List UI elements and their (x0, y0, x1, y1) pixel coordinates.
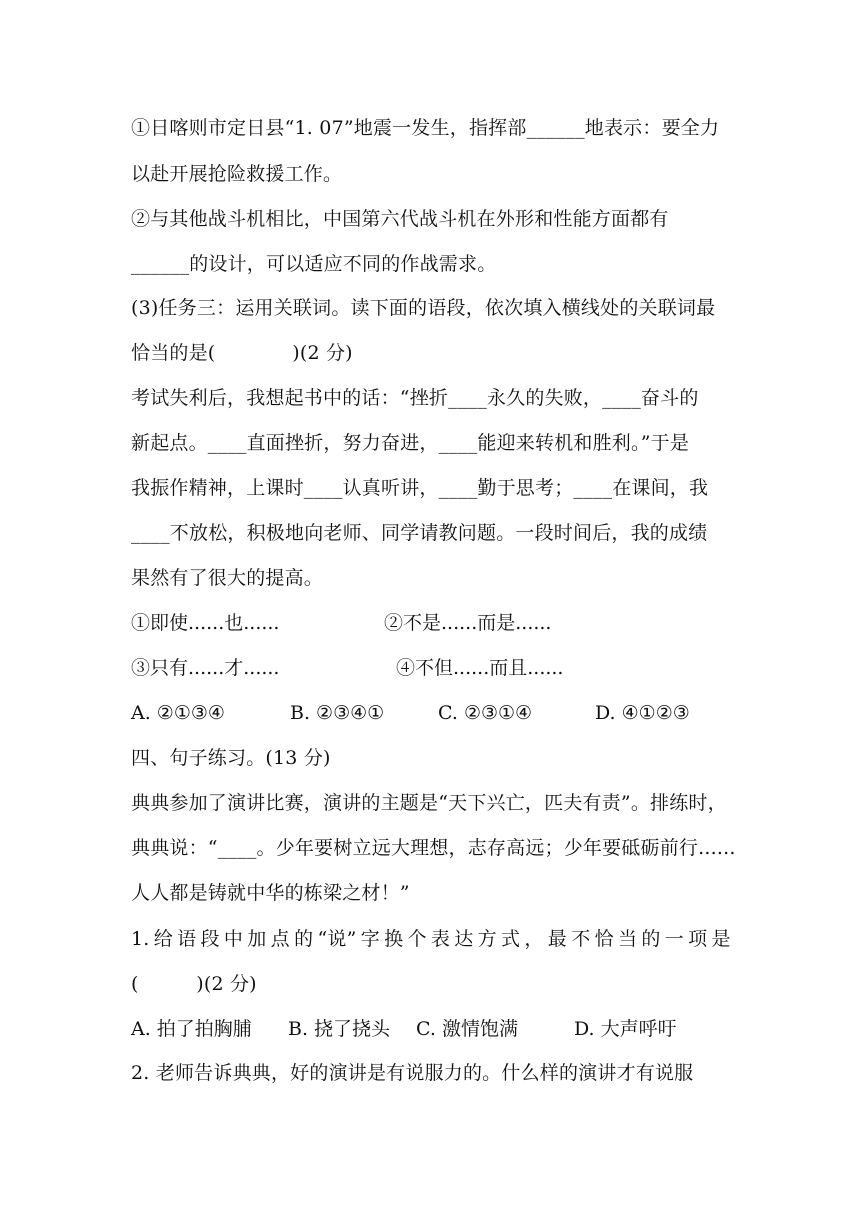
q1-char: 点 (270, 928, 290, 950)
q1-option-a: A. 拍了拍胸脯 (131, 1018, 252, 1040)
conjunction-option-2: ②不是......而是...... (384, 612, 552, 634)
section-4-line-2: 典典说：“____。少年要树立远大理想，志存高远；少年要砥砺前行...... (131, 837, 736, 859)
q1-char: 换 (384, 928, 404, 950)
q1-char: 1. (131, 928, 150, 950)
q1-char: 方 (477, 928, 497, 950)
choice-c: C. ②③①④ (438, 702, 533, 724)
conjunction-option-3: ③只有......才...... (131, 657, 280, 679)
q1-char: 表 (430, 928, 451, 950)
q1-char: “说” (317, 928, 357, 950)
passage-line-3: 我振作精神，上课时____认真听讲，____勤于思考；____在课间，我 (131, 477, 709, 499)
q1-char: 字 (360, 928, 380, 950)
text-line-4: ______的设计，可以适应不同的作战需求。 (131, 253, 497, 275)
q1-char: 中 (223, 928, 244, 950)
text-line-1: ①日喀则市定日县“1. 07”地震一发生，指挥部______地表示：要全力 (131, 117, 720, 139)
q1-char: 恰 (594, 928, 614, 950)
question-1-line-1 (131, 927, 731, 951)
choice-b: B. ②③④① (290, 702, 385, 724)
q1-char: 加 (247, 928, 267, 950)
q1-option-d: D. 大声呼吁 (574, 1018, 677, 1040)
choice-d: D. ④①②③ (595, 702, 690, 724)
q1-char: 的 (641, 928, 661, 950)
q1-char: 项 (688, 928, 708, 950)
q1-char: 当 (617, 928, 638, 950)
passage-line-5: 果然有了很大的提高。 (131, 567, 324, 589)
q1-char: 式 (501, 928, 521, 950)
conjunction-option-1: ①即使......也...... (131, 612, 280, 634)
q1-char: 个 (407, 928, 427, 950)
passage-line-4: ____不放松，积极地向老师、同学请教问题。一段时间后，我的成绩 (131, 522, 708, 544)
q1-char: 的 (294, 928, 314, 950)
q1-option-c: C. 激情饱满 (416, 1018, 518, 1040)
question-2-line-1: 2. 老师告诉典典，好的演讲是有说服力的。什么样的演讲才有说服 (131, 1062, 694, 1084)
choice-a: A. ②①③④ (131, 702, 225, 724)
q1-char: 达 (454, 928, 474, 950)
section-4-line-3: 人人都是铸就中华的栋梁之材！” (131, 882, 410, 904)
q1-char: 语 (177, 928, 197, 950)
conjunction-option-4: ④不但......而且...... (396, 657, 564, 679)
q1-char: 一 (664, 928, 684, 950)
question-1-line-2: ( )(2 分) (131, 973, 257, 995)
text-line-3: ②与其他战斗机相比，中国第六代战斗机在外形和性能方面都有 (131, 208, 669, 230)
q1-char: 是 (711, 928, 731, 950)
q1-option-b: B. 挠了挠头 (288, 1018, 391, 1040)
q1-char: 给 (153, 928, 173, 950)
q1-char: ， (524, 928, 544, 950)
q1-char: 段 (200, 928, 220, 950)
task3-line-1: (3)任务三：运用关联词。读下面的语段，依次填入横线处的关联词最 (131, 297, 716, 319)
section-4-line-1: 典典参加了演讲比赛，演讲的主题是“天下兴亡，匹夫有责”。排练时， (131, 792, 727, 814)
q1-char: 不 (571, 928, 591, 950)
section-4-title: 四、句子练习。(13 分) (131, 747, 331, 769)
passage-line-1: 考试失利后，我想起书中的话：“挫折____永久的失败，____奋斗的 (131, 387, 699, 409)
q1-char: 最 (547, 928, 567, 950)
text-line-2: 以赴开展抢险救援工作。 (131, 163, 343, 185)
passage-line-2: 新起点。____直面挫折，努力奋进，____能迎来转机和胜利。”于是 (131, 432, 690, 454)
task3-line-2: 恰当的是( )(2 分) (131, 342, 353, 364)
